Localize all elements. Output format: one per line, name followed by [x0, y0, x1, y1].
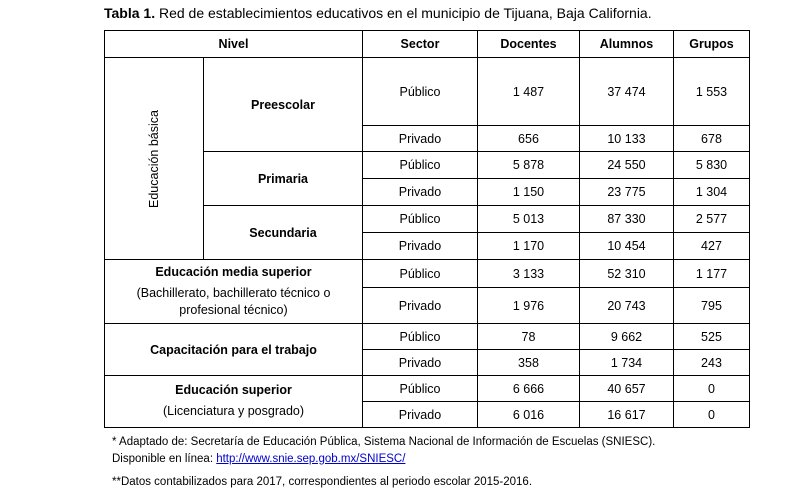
cell-sector: Privado [362, 233, 477, 260]
cell-docentes: 6 666 [477, 376, 579, 402]
group-media [105, 260, 363, 324]
group-superior-label: Educación superior [175, 383, 292, 397]
note-availability-label: Disponible en línea: [112, 453, 217, 465]
education-table [104, 30, 750, 428]
header-row [105, 31, 750, 58]
group-superior-sub: (Licenciatura y posgrado) [162, 404, 305, 418]
header-alumnos: Alumnos [579, 31, 673, 58]
cell-grupos: 678 [673, 126, 749, 152]
cell-alumnos: 37 474 [579, 58, 673, 126]
cell-sector: Público [362, 58, 477, 126]
note-availability [112, 453, 405, 465]
cell-sector: Público [362, 206, 477, 233]
cell-alumnos: 10 454 [579, 233, 673, 260]
cell-alumnos: 52 310 [579, 260, 673, 288]
table-row [105, 58, 750, 126]
cell-docentes: 358 [477, 350, 579, 376]
cell-alumnos: 23 775 [579, 179, 673, 206]
caption-label: Tabla 1. [104, 5, 156, 21]
group-basica-label: Educación básica [146, 109, 161, 208]
cell-grupos: 1 177 [673, 260, 749, 288]
cell-alumnos: 40 657 [579, 376, 673, 402]
header-docentes: Docentes [477, 31, 579, 58]
cell-docentes: 1 487 [477, 58, 579, 126]
cell-alumnos: 20 743 [579, 288, 673, 324]
cell-alumnos: 9 662 [579, 324, 673, 350]
note-source: * Adaptado de: Secretaría de Educación Pública, Sistema Nacional de Información de Escuelas (SNIESC). [112, 436, 656, 448]
group-superior [105, 376, 363, 428]
cell-sector: Privado [362, 402, 477, 428]
group-secundaria: Secundaria [203, 206, 362, 260]
cell-sector: Público [362, 260, 477, 288]
cell-grupos: 0 [673, 402, 749, 428]
group-media-label: Educación media superior [155, 264, 312, 279]
cell-grupos: 795 [673, 288, 749, 324]
cell-docentes: 78 [477, 324, 579, 350]
cell-docentes: 5 878 [477, 152, 579, 179]
cell-sector: Privado [362, 126, 477, 152]
cell-grupos: 0 [673, 376, 749, 402]
header-grupos: Grupos [673, 31, 749, 58]
table-row [105, 260, 750, 288]
cell-docentes: 5 013 [477, 206, 579, 233]
cell-grupos: 427 [673, 233, 749, 260]
cell-sector: Privado [362, 350, 477, 376]
table-row [105, 376, 750, 402]
group-basica [105, 58, 204, 260]
group-media-sub: (Bachillerato, bachillerato técnico o profesional técnico) [136, 285, 331, 317]
source-link[interactable]: http://www.snie.sep.gob.mx/SNIESC/ [216, 453, 406, 465]
cell-sector: Público [362, 324, 477, 350]
group-primaria: Primaria [203, 152, 362, 206]
cell-grupos: 525 [673, 324, 749, 350]
group-preescolar: Preescolar [203, 58, 362, 152]
table-caption [104, 5, 652, 21]
cell-docentes: 1 976 [477, 288, 579, 324]
cell-docentes: 1 150 [477, 179, 579, 206]
cell-docentes: 656 [477, 126, 579, 152]
cell-sector: Público [362, 376, 477, 402]
cell-grupos: 1 304 [673, 179, 749, 206]
cell-alumnos: 24 550 [579, 152, 673, 179]
caption-text: Red de establecimientos educativos en el municipio de Tijuana, Baja California. [155, 5, 652, 21]
cell-sector: Público [362, 152, 477, 179]
header-nivel: Nivel [105, 31, 363, 58]
table-row [105, 324, 750, 350]
group-capacitacion: Capacitación para el trabajo [105, 324, 363, 376]
cell-sector: Privado [362, 179, 477, 206]
cell-sector: Privado [362, 288, 477, 324]
cell-docentes: 6 016 [477, 402, 579, 428]
cell-grupos: 5 830 [673, 152, 749, 179]
note-period: **Datos contabilizados para 2017, correspondientes al periodo escolar 2015-2016. [112, 476, 533, 488]
cell-grupos: 1 553 [673, 58, 749, 126]
cell-alumnos: 1 734 [579, 350, 673, 376]
cell-alumnos: 16 617 [579, 402, 673, 428]
cell-docentes: 3 133 [477, 260, 579, 288]
cell-docentes: 1 170 [477, 233, 579, 260]
cell-alumnos: 10 133 [579, 126, 673, 152]
cell-alumnos: 87 330 [579, 206, 673, 233]
cell-grupos: 243 [673, 350, 749, 376]
cell-grupos: 2 577 [673, 206, 749, 233]
header-sector: Sector [362, 31, 477, 58]
